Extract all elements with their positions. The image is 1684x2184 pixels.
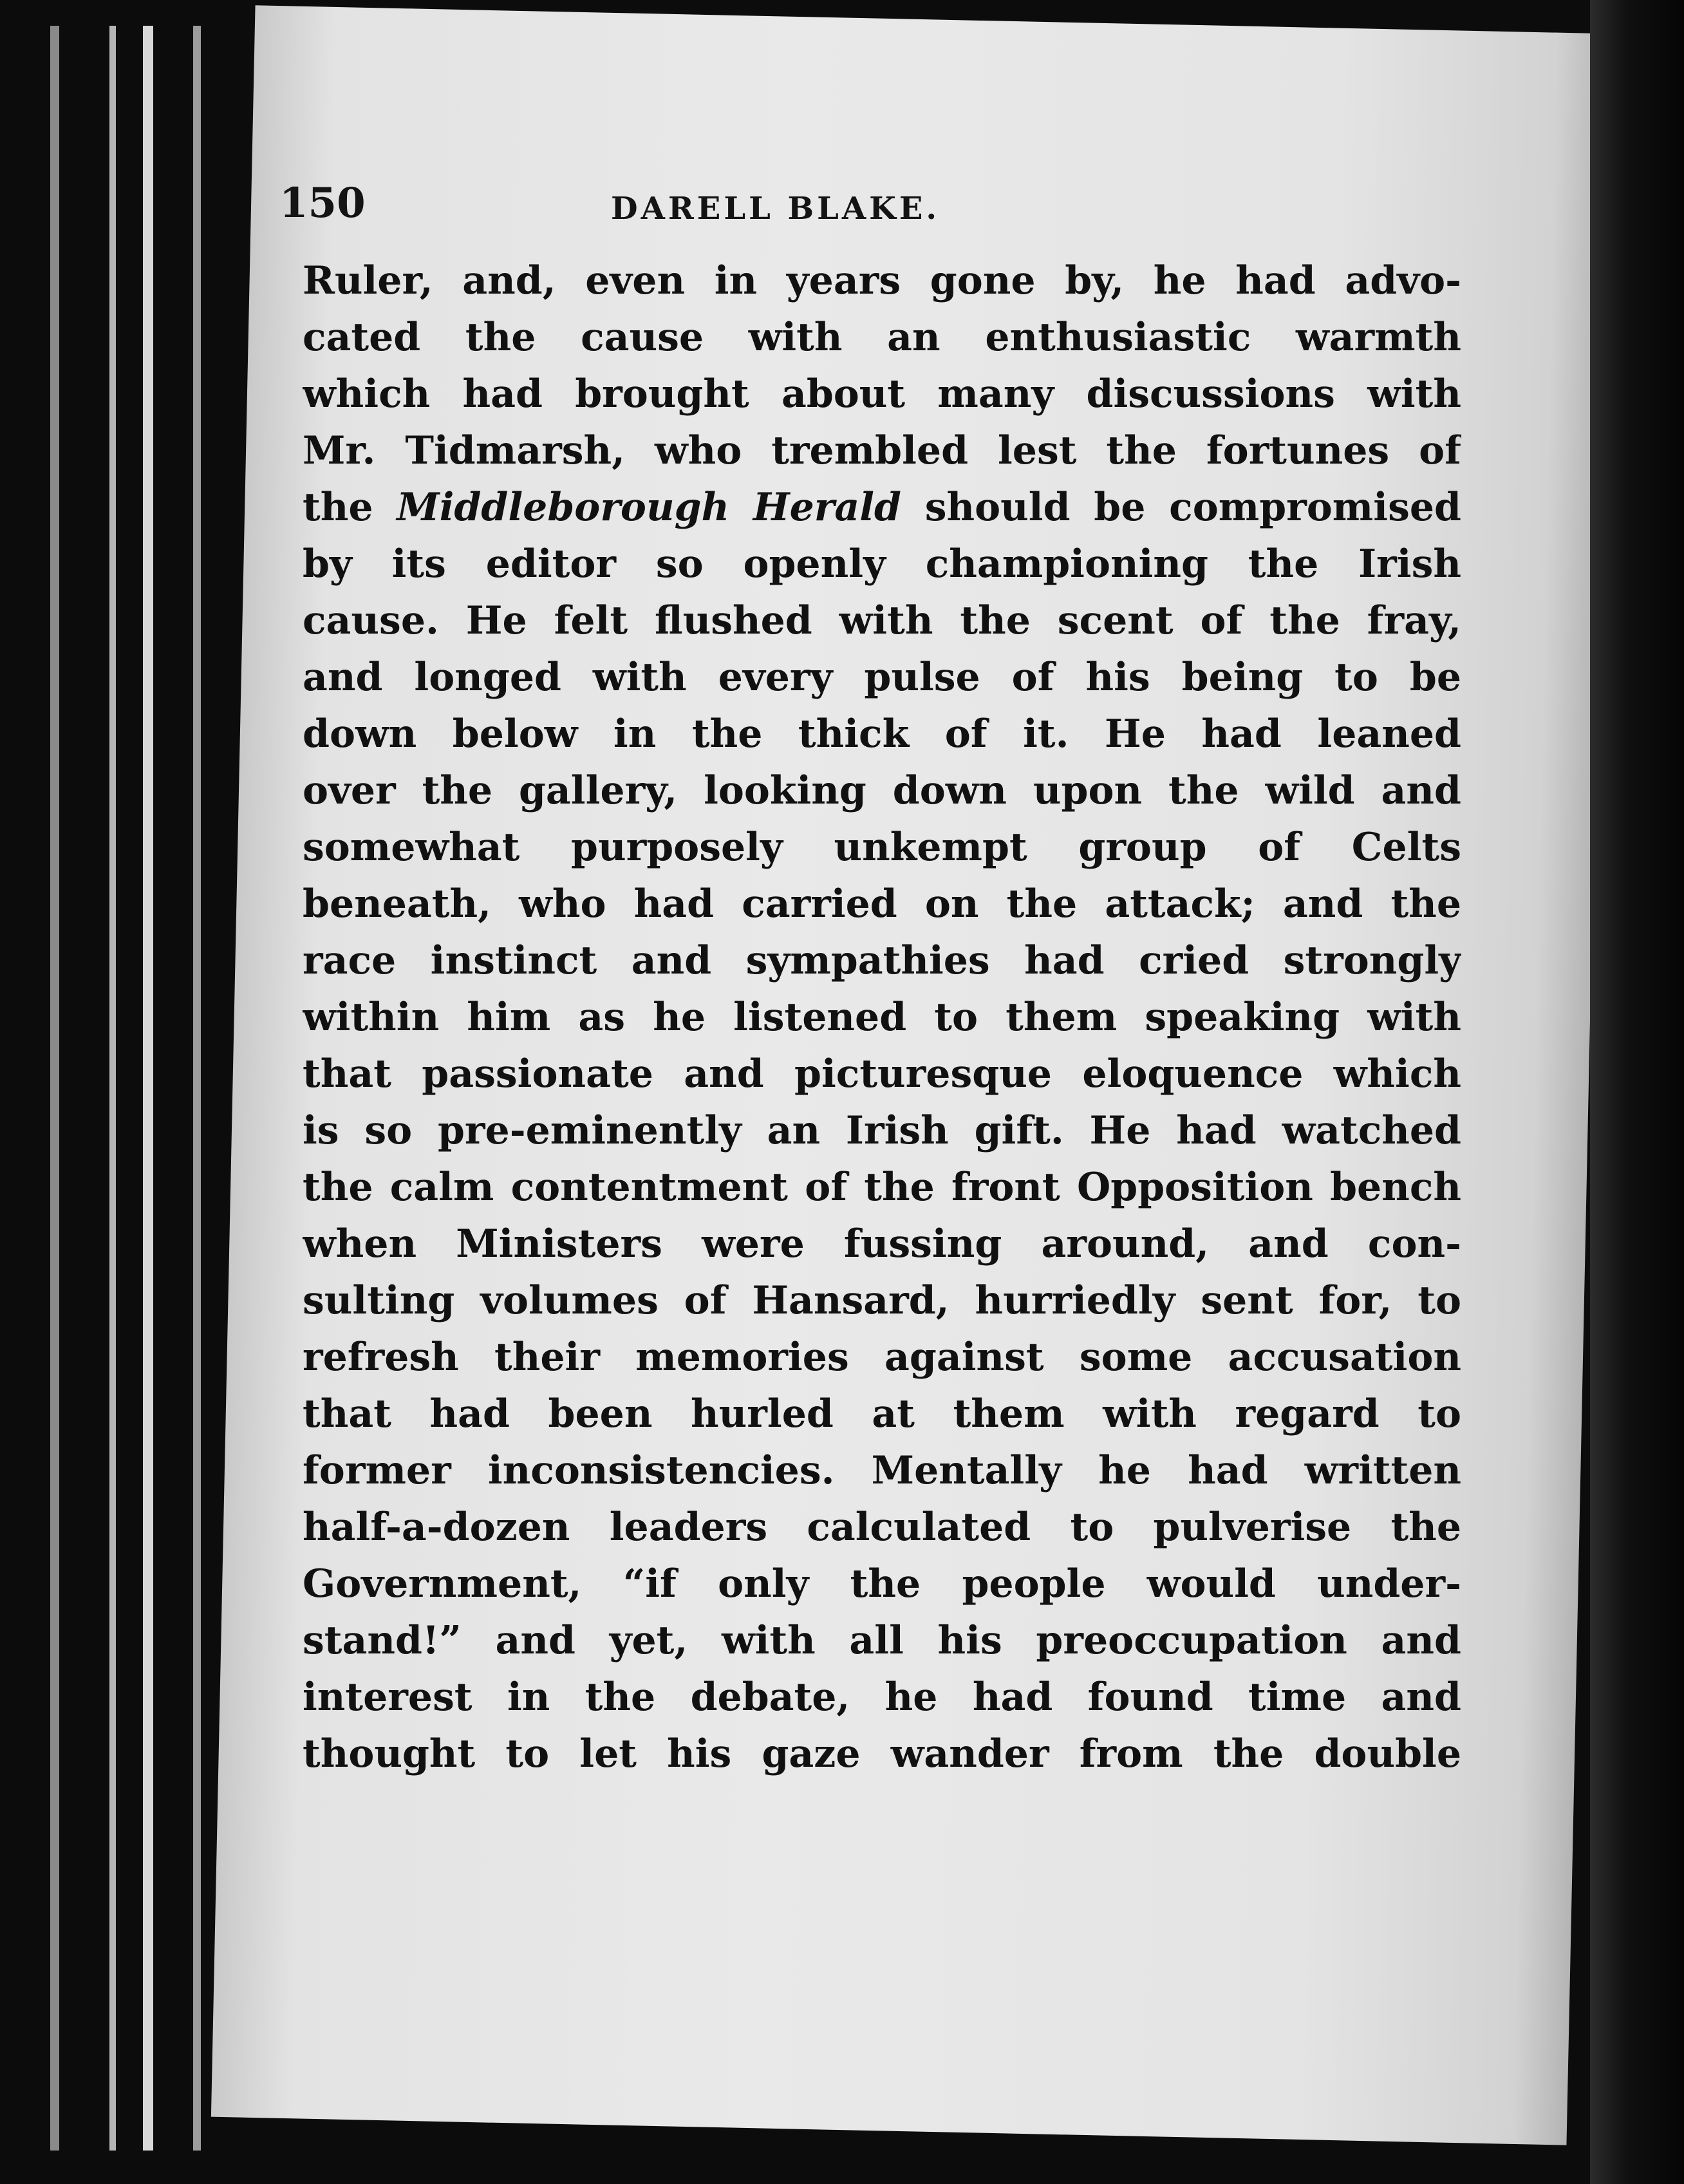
text-line: beneath, who had carried on the attack; and the (303, 881, 1461, 927)
text-line: when Ministers were fussing around, and con- (303, 1221, 1461, 1266)
text-line: the calm contentment of the front Opposition bench (303, 1165, 1461, 1210)
text-line: thought to let his gaze wander from the double (303, 1731, 1461, 1776)
page-edge (109, 26, 116, 2151)
newspaper-title: Middleborough Herald (397, 485, 901, 530)
page-edge (50, 26, 59, 2151)
text-line-with-italic (303, 479, 1461, 536)
text-line: somewhat purposely unkempt group of Celts (303, 825, 1461, 870)
text-line: cated the cause with an enthusiastic warmth (303, 315, 1461, 360)
text-line: is so pre-eminently an Irish gift. He had watched (303, 1108, 1461, 1153)
text-line: down below in the thick of it. He had leaned (303, 711, 1461, 757)
text-line: within him as he listened to them speaking with (303, 995, 1461, 1040)
text-line: sulting volumes of Hansard, hurriedly sent for, to (303, 1278, 1461, 1323)
text-line: cause. He felt flushed with the scent of the fray, (303, 598, 1461, 643)
text-line: over the gallery, looking down upon the wild and (303, 768, 1461, 813)
text-line: which had brought about many discussions with (303, 372, 1461, 417)
text-line: stand!” and yet, with all his preoccupation and (303, 1618, 1461, 1663)
text-fragment: the (303, 485, 397, 530)
text-line: former inconsistencies. Mentally he had written (303, 1448, 1461, 1493)
text-fragment: should be compromised (901, 485, 1461, 530)
text-line: and longed with every pulse of his being to be (303, 655, 1461, 700)
text-line: that passionate and picturesque eloquence which (303, 1051, 1461, 1097)
text-line: interest in the debate, he had found time and (303, 1675, 1461, 1720)
page-edge (143, 26, 153, 2151)
text-line: Ruler, and, even in years gone by, he had advo- (303, 258, 1461, 303)
text-line: that had been hurled at them with regard to (303, 1391, 1461, 1436)
page-edge (193, 26, 201, 2151)
body-text (303, 252, 1461, 1782)
running-title: DARELL BLAKE. (611, 191, 940, 227)
text-line: Mr. Tidmarsh, who trembled lest the fortunes of (303, 428, 1461, 473)
text-line: race instinct and sympathies had cried strongly (303, 938, 1461, 983)
page-number: 150 (279, 179, 366, 227)
text-line: Government, “if only the people would under- (303, 1561, 1461, 1606)
text-line: half-a-dozen leaders calculated to pulverise the (303, 1505, 1461, 1550)
running-head (279, 179, 1399, 237)
binding-shadow (1590, 0, 1684, 2184)
text-line: refresh their memories against some accusation (303, 1335, 1461, 1380)
text-line: by its editor so openly championing the Irish (303, 541, 1461, 587)
